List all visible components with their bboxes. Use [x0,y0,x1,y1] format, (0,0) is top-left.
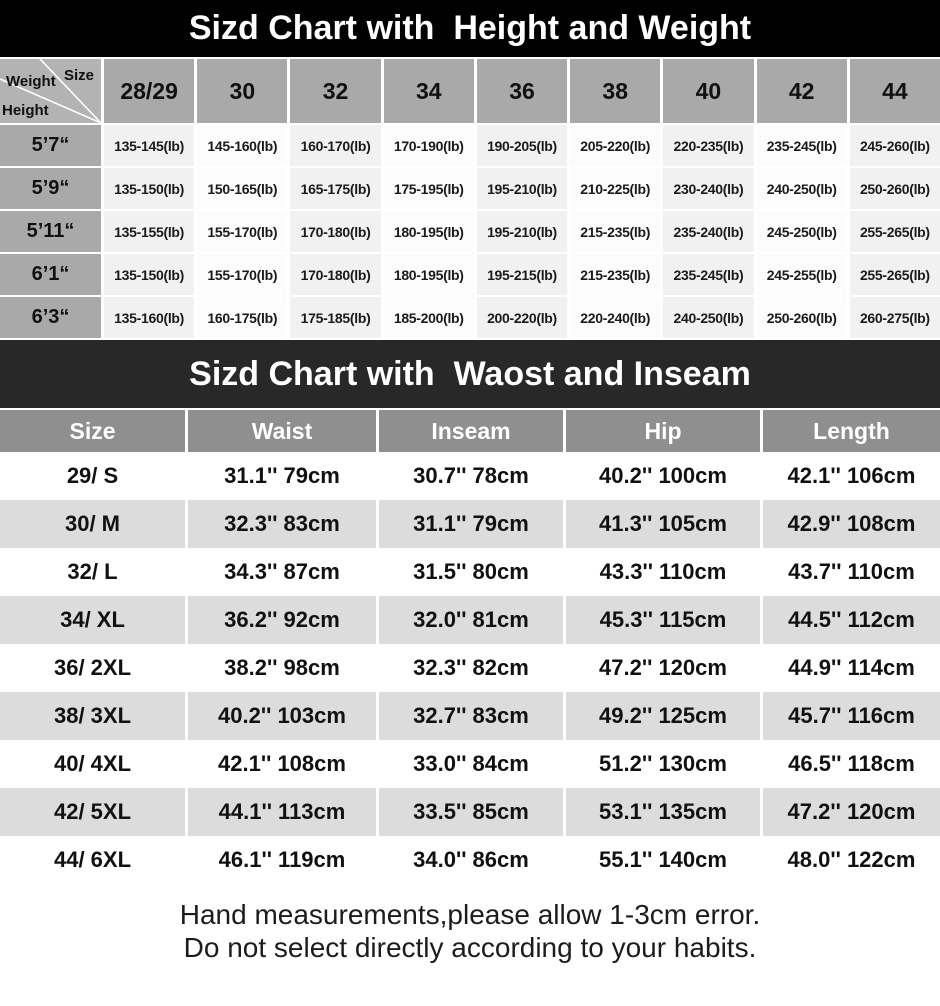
weight-range-cell: 160-170(lb) [290,125,380,166]
weight-range-cell: 215-235(lb) [570,211,660,252]
measurement-cell: 45.3'' 115cm [566,596,760,644]
measurement-cell: 33.0'' 84cm [379,740,563,788]
weight-range-cell: 230-240(lb) [663,168,753,209]
weight-range-cell: 250-260(lb) [850,168,940,209]
weight-range-cell: 255-265(lb) [850,211,940,252]
size-label-cell: 34/ XL [0,596,185,644]
waist-inseam-table [0,410,940,884]
waist-inseam-title: Sizd Chart with Waost and Inseam [0,340,940,408]
measurement-column-header: Hip [566,410,760,452]
weight-range-cell: 135-145(lb) [104,125,194,166]
measurement-cell: 55.1'' 140cm [566,836,760,884]
measurement-cell: 32.3'' 82cm [379,644,563,692]
size-column-header: 44 [850,59,940,123]
height-weight-table [0,59,940,338]
weight-range-cell: 240-250(lb) [757,168,847,209]
size-label-cell: 44/ 6XL [0,836,185,884]
measurement-column-header: Inseam [379,410,563,452]
weight-range-cell: 170-180(lb) [290,254,380,295]
weight-range-cell: 245-250(lb) [757,211,847,252]
size-column-header: 28/29 [104,59,194,123]
measurement-cell: 48.0'' 122cm [763,836,940,884]
footer-note-line2: Do not select directly according to your habits. [183,932,757,964]
footer-note [0,898,940,964]
weight-range-cell: 165-175(lb) [290,168,380,209]
height-weight-title: Sizd Chart with Height and Weight [0,0,940,57]
measurement-column-header: Length [763,410,940,452]
footer-note-line1: Hand measurements,please allow 1-3cm error. [179,899,761,930]
height-row-header: 5’9“ [0,168,101,209]
measurement-cell: 31.5'' 80cm [379,548,563,596]
measurement-cell: 42.9'' 108cm [763,500,940,548]
measurement-cell: 42.1'' 108cm [188,740,376,788]
size-label-cell: 40/ 4XL [0,740,185,788]
size-column-header: 42 [757,59,847,123]
weight-range-cell: 220-235(lb) [663,125,753,166]
weight-range-cell: 135-150(lb) [104,254,194,295]
weight-range-cell: 195-215(lb) [477,254,567,295]
size-column-header: 40 [663,59,753,123]
measurement-column-header: Waist [188,410,376,452]
weight-range-cell: 210-225(lb) [570,168,660,209]
measurement-cell: 40.2'' 100cm [566,452,760,500]
weight-range-cell: 205-220(lb) [570,125,660,166]
weight-range-cell: 135-155(lb) [104,211,194,252]
measurement-cell: 44.9'' 114cm [763,644,940,692]
weight-range-cell: 260-275(lb) [850,297,940,338]
weight-range-cell: 175-185(lb) [290,297,380,338]
weight-range-cell: 180-195(lb) [384,254,474,295]
weight-range-cell: 135-150(lb) [104,168,194,209]
height-row-header: 5’11“ [0,211,101,252]
weight-range-cell: 215-235(lb) [570,254,660,295]
measurement-cell: 43.3'' 110cm [566,548,760,596]
measurement-cell: 45.7'' 116cm [763,692,940,740]
height-row-header: 6’3“ [0,297,101,338]
measurement-cell: 33.5'' 85cm [379,788,563,836]
weight-range-cell: 255-265(lb) [850,254,940,295]
measurement-cell: 42.1'' 106cm [763,452,940,500]
weight-range-cell: 155-170(lb) [197,211,287,252]
weight-range-cell: 190-205(lb) [477,125,567,166]
size-label-cell: 29/ S [0,452,185,500]
height-row-header: 6’1“ [0,254,101,295]
measurement-cell: 44.5'' 112cm [763,596,940,644]
size-column-header: 38 [570,59,660,123]
weight-range-cell: 180-195(lb) [384,211,474,252]
weight-range-cell: 160-175(lb) [197,297,287,338]
weight-range-cell: 195-210(lb) [477,211,567,252]
corner-label-size: Size [63,67,94,84]
measurement-cell: 43.7'' 110cm [763,548,940,596]
size-label-cell: 42/ 5XL [0,788,185,836]
measurement-cell: 32.3'' 83cm [188,500,376,548]
weight-range-cell: 170-180(lb) [290,211,380,252]
weight-range-cell: 220-240(lb) [570,297,660,338]
weight-range-cell: 245-260(lb) [850,125,940,166]
corner-cell [0,59,101,123]
weight-range-cell: 175-195(lb) [384,168,474,209]
measurement-cell: 36.2'' 92cm [188,596,376,644]
measurement-cell: 34.0'' 86cm [379,836,563,884]
weight-range-cell: 150-165(lb) [197,168,287,209]
weight-range-cell: 250-260(lb) [757,297,847,338]
size-label-cell: 38/ 3XL [0,692,185,740]
size-column-header: 32 [290,59,380,123]
measurement-cell: 38.2'' 98cm [188,644,376,692]
size-column-header: 30 [197,59,287,123]
measurement-cell: 49.2'' 125cm [566,692,760,740]
measurement-cell: 53.1'' 135cm [566,788,760,836]
size-label-cell: 36/ 2XL [0,644,185,692]
measurement-cell: 32.0'' 81cm [379,596,563,644]
size-label-cell: 32/ L [0,548,185,596]
measurement-cell: 32.7'' 83cm [379,692,563,740]
corner-label-weight: Weight [6,73,56,90]
size-label-cell: 30/ M [0,500,185,548]
measurement-cell: 44.1'' 113cm [188,788,376,836]
measurement-cell: 30.7'' 78cm [379,452,563,500]
measurement-cell: 31.1'' 79cm [379,500,563,548]
weight-range-cell: 200-220(lb) [477,297,567,338]
measurement-cell: 41.3'' 105cm [566,500,760,548]
measurement-cell: 46.1'' 119cm [188,836,376,884]
weight-range-cell: 245-255(lb) [757,254,847,295]
height-row-header: 5’7“ [0,125,101,166]
size-column-header: 36 [477,59,567,123]
weight-range-cell: 235-240(lb) [663,211,753,252]
measurement-cell: 47.2'' 120cm [566,644,760,692]
weight-range-cell: 170-190(lb) [384,125,474,166]
measurement-cell: 46.5'' 118cm [763,740,940,788]
measurement-cell: 34.3'' 87cm [188,548,376,596]
measurement-cell: 47.2'' 120cm [763,788,940,836]
weight-range-cell: 155-170(lb) [197,254,287,295]
weight-range-cell: 235-245(lb) [663,254,753,295]
measurement-cell: 31.1'' 79cm [188,452,376,500]
weight-range-cell: 240-250(lb) [663,297,753,338]
corner-label-height: Height [2,102,49,119]
measurement-cell: 40.2'' 103cm [188,692,376,740]
measurement-column-header: Size [0,410,185,452]
weight-range-cell: 195-210(lb) [477,168,567,209]
measurement-cell: 51.2'' 130cm [566,740,760,788]
size-column-header: 34 [384,59,474,123]
weight-range-cell: 185-200(lb) [384,297,474,338]
weight-range-cell: 235-245(lb) [757,125,847,166]
weight-range-cell: 135-160(lb) [104,297,194,338]
weight-range-cell: 145-160(lb) [197,125,287,166]
